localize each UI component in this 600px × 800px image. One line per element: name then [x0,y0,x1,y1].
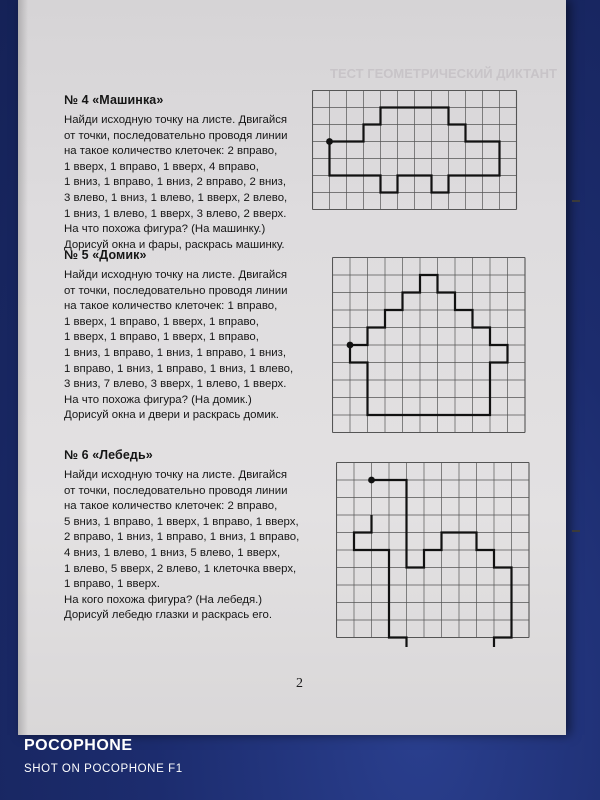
grid-swan [336,462,552,647]
start-point [368,477,375,484]
exercise-line: 1 вниз, 1 влево, 1 вверх, 3 влево, 2 вверх. [64,207,287,220]
exercise-title: № 5 «Домик» [64,248,147,262]
exercise-title: № 4 «Машинка» [64,93,164,107]
start-point [326,138,333,145]
exercise-line: 1 вниз, 1 вправо, 1 вниз, 1 вправо, 1 вниз, [64,346,287,359]
exercise-line: 4 вниз, 1 влево, 1 вниз, 5 влево, 1 вверх, [64,546,281,559]
exercise-line: 3 влево, 1 вниз, 1 влево, 1 вверх, 2 влево, [64,191,288,204]
exercise-line: от точки, последовательно проводя линии [64,284,288,297]
exercise-line: 2 вправо, 1 вниз, 1 вправо, 1 вниз, 1 вправо, [64,531,300,544]
exercise-line: На кого похожа фигура? (На лебедя.) [64,593,263,606]
exercise-line: от точки, последовательно проводя линии [64,484,288,497]
bleed-through-heading: ТЕСТ ГЕОМЕТРИЧЕСКИЙ ДИКТАНТ [330,66,557,81]
page-edge-shadow [18,0,28,735]
traced-figure [354,480,512,647]
grid-house [332,257,552,442]
start-point [347,342,354,349]
exercise-6 [64,448,314,624]
exercise-line: 1 вниз, 1 вправо, 1 вниз, 2 вправо, 2 вниз, [64,176,287,189]
exercise-5 [64,248,314,424]
staple-top [572,200,580,202]
exercise-line: Дорисуй окна и двери и раскрась домик. [64,409,279,422]
exercise-line: на такое количество клеточек: 2 вправо, [64,500,278,513]
camera-watermark [24,737,183,775]
exercise-line: На что похожа фигура? (На домик.) [64,393,252,406]
exercise-line: 1 вправо, 1 вверх. [64,578,160,591]
staple-bottom [572,530,580,532]
exercise-line: 3 вниз, 7 влево, 3 вверх, 1 влево, 1 вверх. [64,378,287,391]
exercise-line: Дорисуй окна и фары, раскрась машинку. [64,238,285,251]
exercise-line: Найди исходную точку на листе. Двигайся [64,114,288,126]
exercise-4 [64,93,314,253]
exercise-line: 1 вверх, 1 вправо, 1 вверх, 1 вправо, [64,331,259,344]
page-number: 2 [296,676,303,691]
exercise-line: Найди исходную точку на листе. Двигайся [64,269,288,281]
exercise-line: Дорисуй лебедю глазки и раскрась его. [64,609,273,622]
watermark-caption: SHOT ON POCOPHONE F1 [24,763,183,775]
exercise-line: На что похожа фигура? (На машинку.) [64,223,266,236]
exercise-line: 1 вверх, 1 вправо, 1 вверх, 1 вправо, [64,315,259,328]
exercise-line: на такое количество клеточек: 1 вправо, [64,300,278,313]
exercise-line: Найди исходную точку на листе. Двигайся [64,469,288,481]
grid-car [312,90,532,230]
exercise-line: от точки, последовательно проводя линии [64,129,288,142]
exercise-title: № 6 «Лебедь» [64,448,153,462]
exercise-line: 1 влево, 5 вверх, 2 влево, 1 клеточка вверх, [64,562,297,575]
exercise-line: 1 вправо, 1 вниз, 1 вправо, 1 вниз, 1 влево, [64,362,294,375]
exercise-line: 5 вниз, 1 вправо, 1 вверх, 1 вправо, 1 вверх, [64,515,299,528]
exercise-line: 1 вверх, 1 вправо, 1 вверх, 4 вправо, [64,160,259,173]
watermark-brand: POCOPHONE [24,737,133,754]
exercise-line: на такое количество клеточек: 2 вправо, [64,145,278,158]
